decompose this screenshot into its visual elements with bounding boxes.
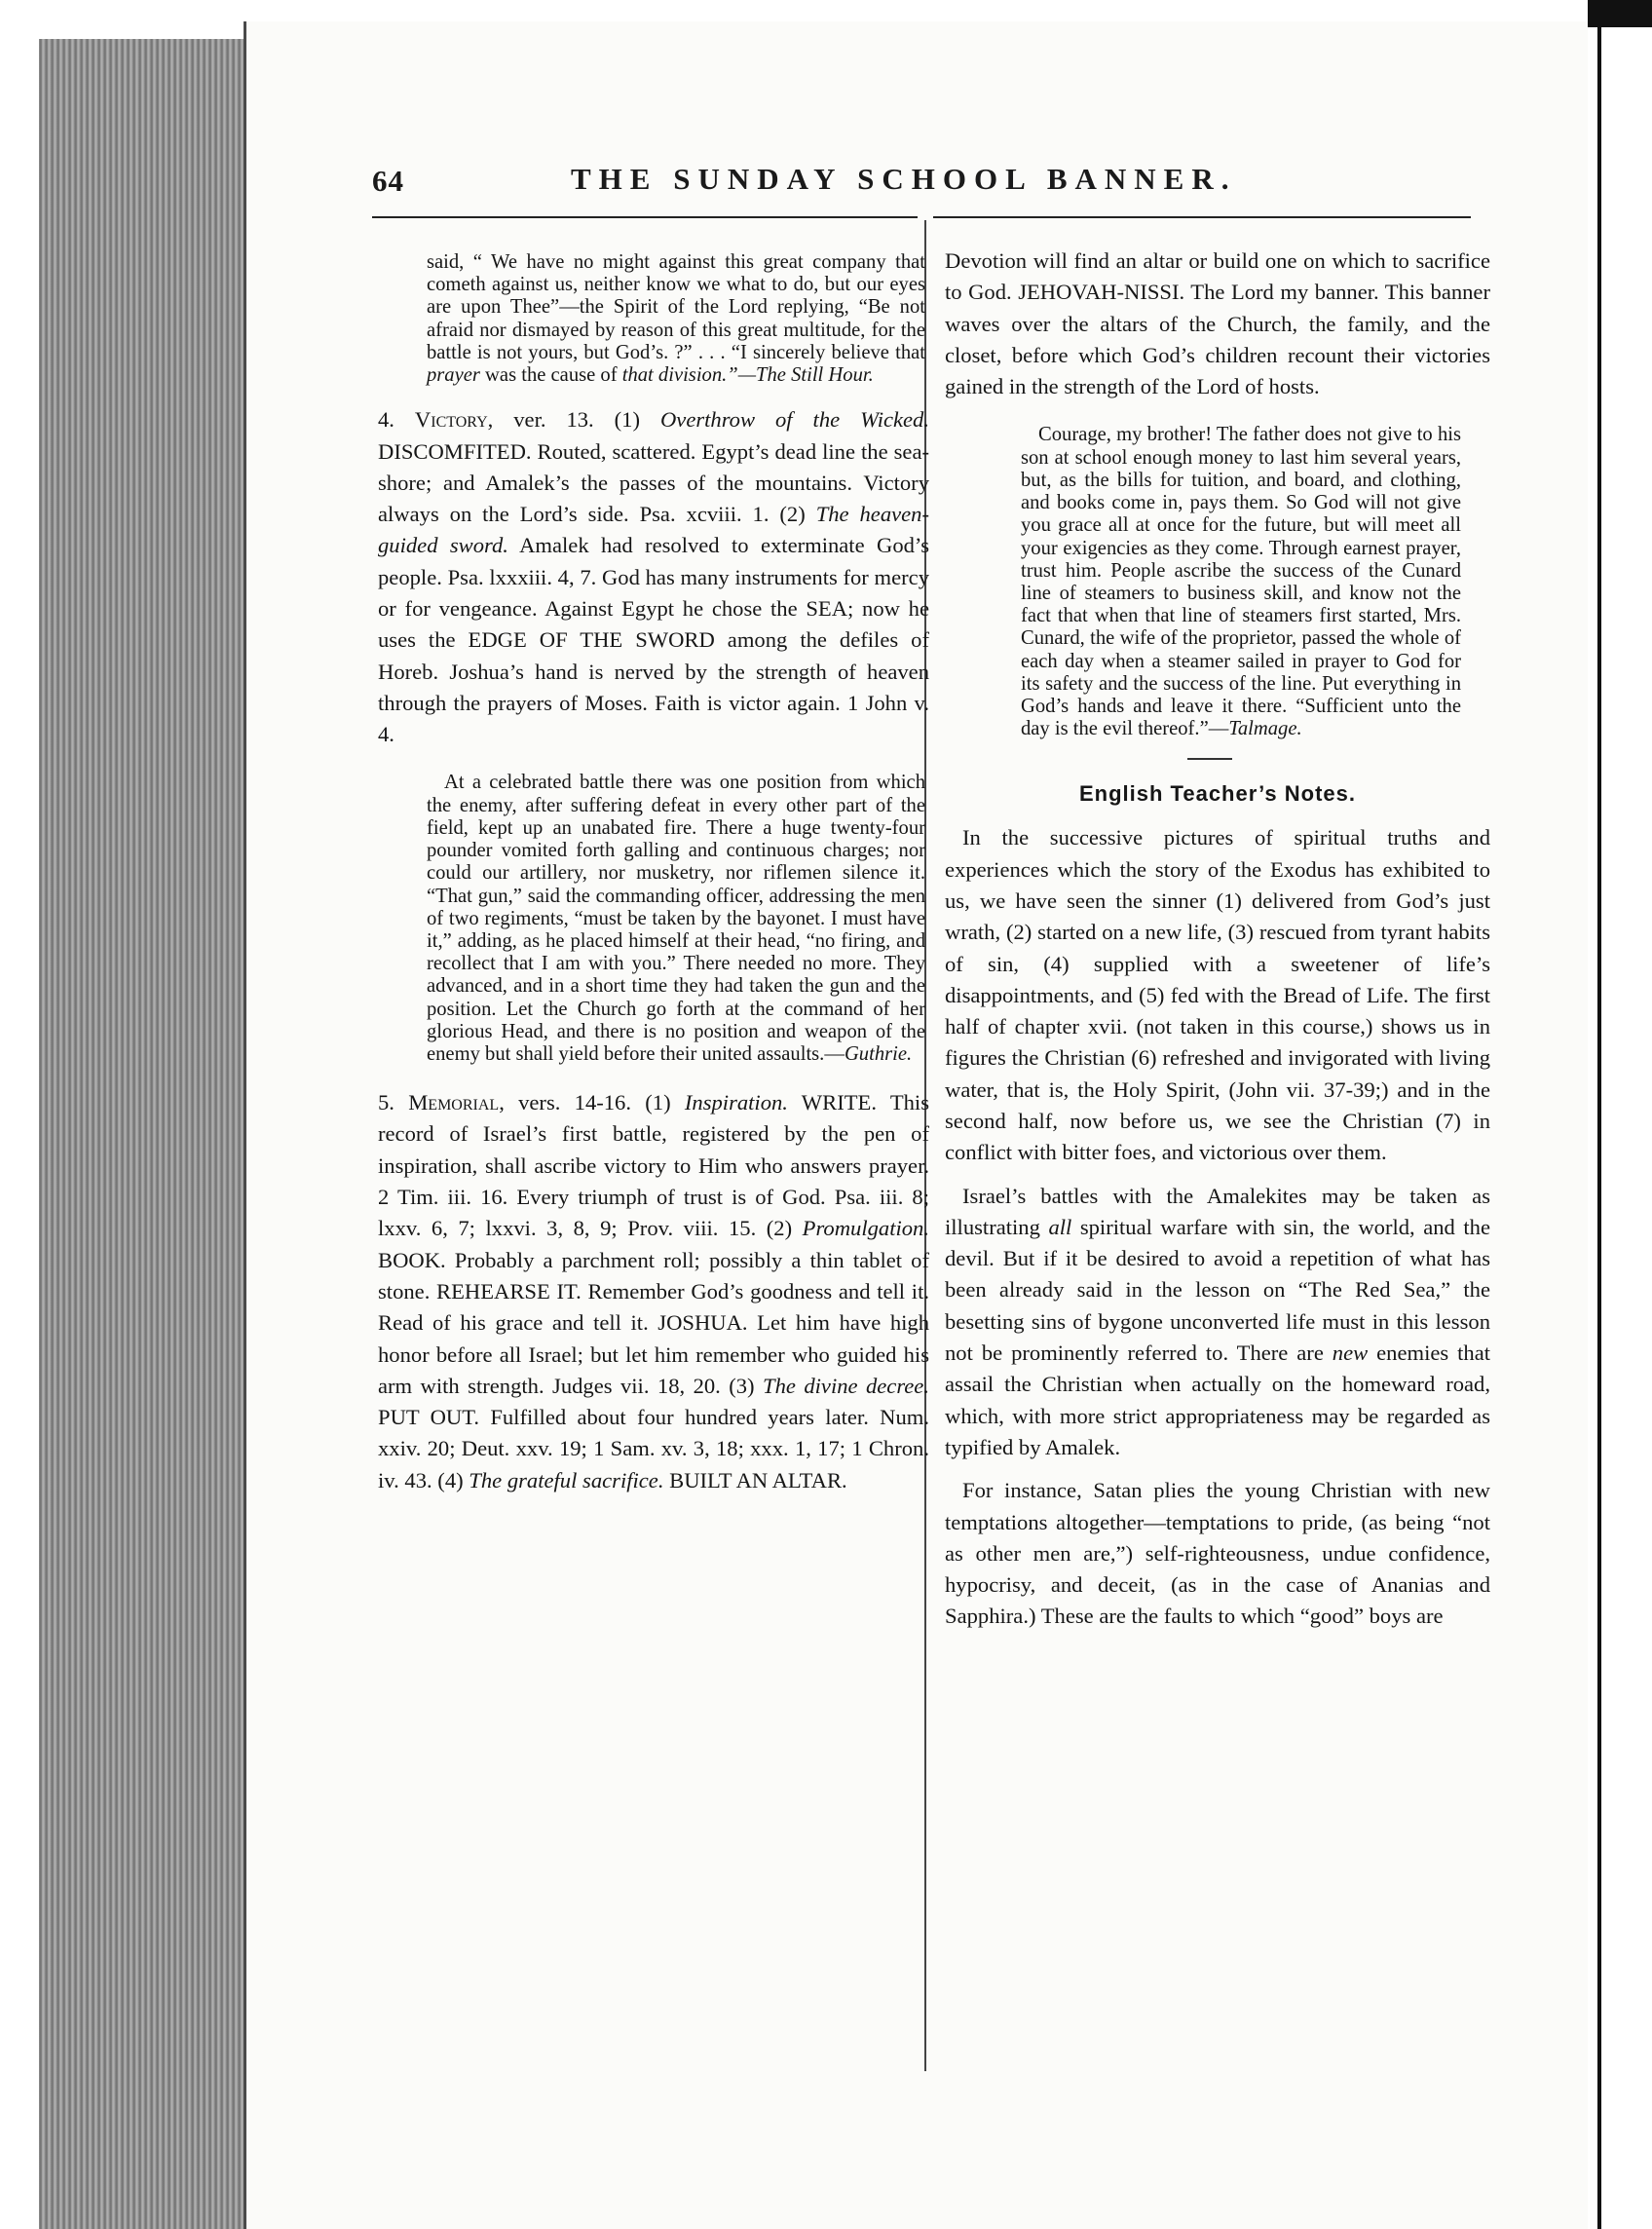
quote-text: said, “ We have no might against this great company that cometh against us, neither know we what to do, but our eyes are upon Thee”—the Spirit of the Lord replying, “Be not afraid nor dismayed by reason of this great multitude, for the battle is not yours, but God’s. ?” . . . “I sincerely believe that — [427, 251, 925, 363]
verse-reference: , vers. 14-16. (1) — [499, 1090, 685, 1115]
right-column — [945, 246, 1490, 1633]
quote-still-hour — [378, 251, 929, 387]
quote-text: Courage, my brother! The father does not give to his son at school enough money to last him several years, but, as the bills for tuition, and board, and clothing, and books come in, pays them. So God will not give you grace all at once for the future, but will meet all your exigencies as they come. Through earnest prayer, trust him. People ascribe the success of the Cunard line of steamers to business skill, and know not the fact that when that line of steamers first started, Mrs. Cunard, the wife of the proprietor, passed the whole of each day when a steamer sailed in prayer to God for its safety and the success of the line. Put everything in God’s hands and leave it there. “Sufficient unto the day is the evil thereof.”— — [1021, 424, 1461, 740]
subheading: Overthrow of the Wicked. — [659, 407, 929, 433]
subheading: Promulgation. — [802, 1216, 929, 1241]
body-text: PUT OUT. Fulfilled about four hundred years later. Num. xxiv. 20; Deut. xxv. 19; 1 Sam. xv. 3, 18; xxx. 1, 17; 1 Chron. iv. 43. (4) — [378, 1405, 929, 1492]
facing-page-edge — [1597, 19, 1601, 2229]
quote-attribution: Guthrie. — [844, 1042, 913, 1065]
section-number: 4. — [378, 407, 415, 433]
running-title: THE SUNDAY SCHOOL BANNER. — [571, 162, 1237, 196]
header-rule-right — [933, 216, 1471, 218]
header-rule-left — [372, 216, 918, 218]
subheading: The heaven-guided sword. — [378, 502, 929, 558]
emphasis: new — [1332, 1341, 1369, 1366]
body-text: Israel’s battles with the Amalekites may be taken as illustrating — [945, 1183, 1490, 1239]
page-number: 64 — [372, 164, 404, 198]
subheading: The divine decree. — [763, 1373, 929, 1398]
body-text: DISCOMFITED. Routed, scattered. Egypt’s dead line the sea-shore; and Amalek’s the passes of the mountains. Victory always on the Lord’s side. Psa. xcviii. 1. (2) — [378, 438, 929, 527]
subheading: Inspiration. — [684, 1090, 788, 1115]
body-text: WRITE. This record of Israel’s first battle, registered by the pen of inspiration, shall ascribe victory to Him who answers prayer. 2 Tim. iii. 16. Every triumph of trust is of God. Psa. iii. 8; lxxv. 6, 7; lxxvi. 3, 8, 9; Prov. viii. 15. (2) — [378, 1090, 929, 1241]
section-number: 5. — [378, 1090, 409, 1115]
quote-text: was the cause of — [479, 364, 622, 387]
page-header — [0, 146, 1652, 205]
body-text: BOOK. Probably a parchment roll; possibly a thin tablet of stone. REHEARSE IT. Remember God’s goodness and tell it. Read of his grace and tell it. JOSHUA. Let him have high honor before all Israel; but let him remember who guided his arm with strength. Judges vii. 18, 20. (3) — [378, 1247, 929, 1398]
quote-talmage — [945, 424, 1490, 740]
body-text: Amalek had resolved to exterminate God’s people. Psa. lxxxiii. 4, 7. God has many instruments for mercy or for vengeance. Against Egypt he chose the SEA; now he uses the EDGE OF THE SWORD among the defiles of Horeb. Joshua’s hand is nerved by the strength of heaven through the prayers of Moses. Faith is victor again. 1 John v. 4. — [378, 533, 929, 747]
quote-guthrie — [378, 772, 929, 1066]
notes-paragraph — [945, 1181, 1490, 1464]
body-text: BUILT AN ALTAR. — [663, 1467, 847, 1492]
section-memorial — [378, 1087, 929, 1496]
verse-reference: , ver. 13. (1) — [487, 407, 660, 433]
quote-attribution: Talmage. — [1228, 718, 1302, 740]
emphasis: all — [1048, 1214, 1072, 1239]
corner-shadow — [1588, 0, 1652, 27]
section-heading: Memorial — [408, 1090, 500, 1115]
section-title: English Teacher’s Notes. — [1078, 781, 1356, 807]
book-page-edges — [39, 39, 244, 2229]
section-heading: Victory — [414, 407, 488, 433]
body-text: enemies that assail the Christian when actually on the homeward road, which, with more strict appropriateness may be regarded as typified by Amalek. — [945, 1341, 1490, 1459]
left-column — [378, 251, 929, 1496]
quote-italic: prayer — [427, 364, 480, 387]
quote-text: At a celebrated battle there was one position from which the enemy, after suffering defeat in every other part of the field, kept up an unabated fire. There a huge twenty-four pounder vomited forth galling and continuous charges; nor could our artillery, nor musketry, nor riflemen silence it. “That gun,” said the commanding officer, addressing the men of two regiments, “must be taken by the bayonet. I must have it,” adding, as he placed himself at their head, “no firing, and recollect that I am with you.” There needed no more. They advanced, and in a short time they had taken the gun and the position. Let the Church go forth at the command of her glorious Head, and there is no position and weapon of the enemy but shall yield before their united assaults.— — [427, 772, 925, 1065]
body-paragraph: Devotion will find an altar or build one on which to sacrifice to God. JEHOVAH-NISSI. The Lord my banner. This banner waves over the altars of the Church, the family, and the closet, before which God’s children recount their victories gained in the strength of the Lord of hosts. — [945, 248, 1490, 399]
quote-attribution: that division.”—The Still Hour. — [621, 364, 874, 387]
section-victory — [378, 404, 929, 750]
body-text: spiritual warfare with sin, the world, and the devil. But if it be desired to avoid a repetition of what has been already said in the lesson on “The Red Sea,” the besetting sins of bygone unconverted life must in this lesson not be prominently referred to. There are — [945, 1214, 1490, 1366]
subheading: The grateful sacrifice. — [469, 1467, 664, 1492]
notes-paragraph: For instance, Satan plies the young Christian with new temptations altogether—temptations to pride, (as being “not as other men are,”) self-righteousness, undue confidence, hypocrisy, and deceit, (as in the case of Ananias and Sapphira.) These are the faults to which “good” boys are — [945, 1478, 1490, 1629]
notes-paragraph: In the successive pictures of spiritual truths and experiences which the story of the Exodus has exhibited to us, we have seen the sinner (1) delivered from God’s just wrath, (2) started on a new life, (3) rescued from tyrant habits of sin, (4) supplied with a sweetener of life’s disappointments, and (5) fed with the Bread of Life. The first half of chapter xvii. (not taken in this course,) shows us in figures the Christian (6) refreshed and invigorated with living water, that is, the Holy Spirit, (John vii. 37-39;) and in the second half, now before us, we see the Christian (7) in conflict with bitter foes, and victorious over them. — [945, 825, 1490, 1165]
section-divider — [1187, 758, 1232, 760]
